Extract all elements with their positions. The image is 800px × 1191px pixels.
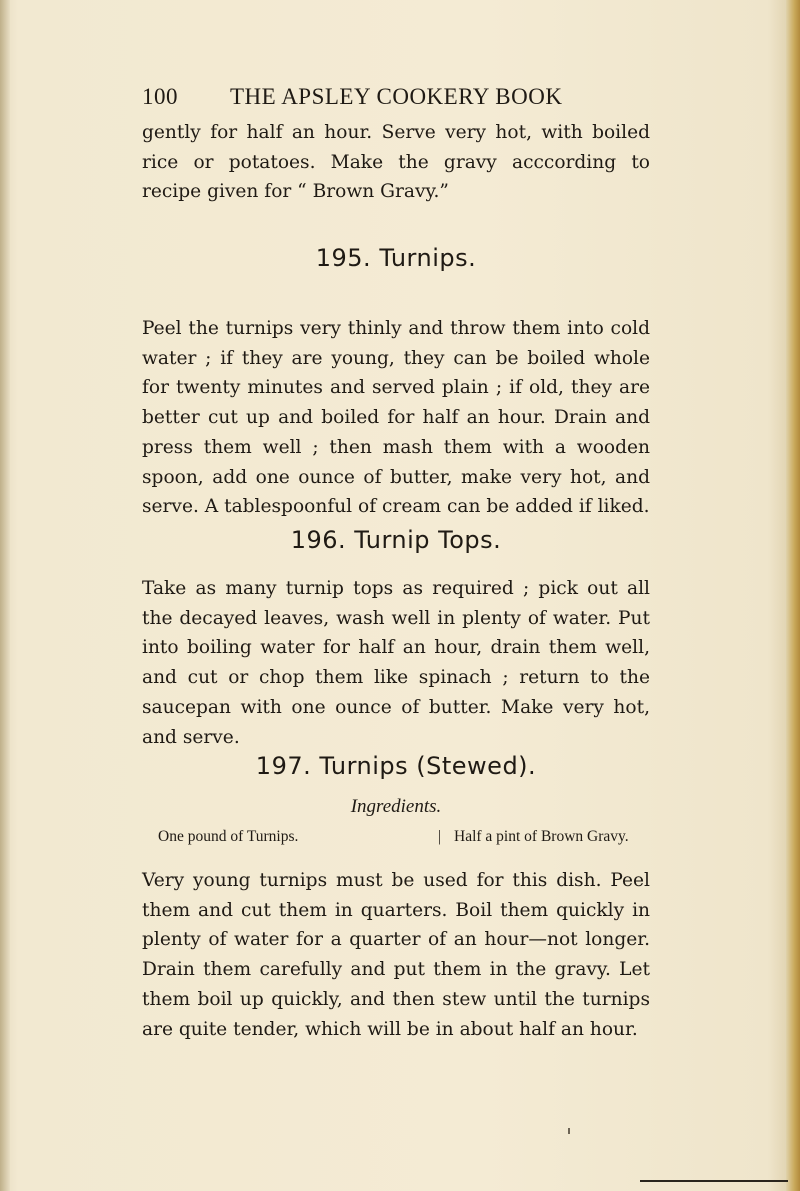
recipe-195-text: Peel the turnips very thinly and throw them into cold water ; if they are young, they can be boiled whole for twenty minutes and served plain ; if old, they are better cut up and boiled for half an hour. Drain and press them well ; then mash them with a wooden spoon, add one ounce of butter, make very hot, and serve. A tablespoonful of cream can be added if liked.: [142, 318, 650, 518]
page-right-edge: [786, 0, 800, 1191]
page-gutter-edge: [0, 0, 10, 1191]
recipe-197-text: Very young turnips must be used for this dish. Peel them and cut them in quarters. Boil them quickly in plenty of water for a quarter of an hour—not longer. Drain them carefully and put them in the gravy. Let them boil up quickly, and then stew until the turnips are quite tender, which will be in about half an hour.: [142, 870, 650, 1040]
ingredient-item: Half a pint of Brown Gravy.: [454, 828, 629, 845]
continuation-paragraph: gently for half an hour. Serve very hot, with boiled rice or potatoes. Make the gravy acccording to recipe given for “ Brown Gravy.”: [142, 122, 650, 203]
ingredients-heading: Ingredients.: [350, 796, 442, 817]
page-number: 100: [142, 84, 178, 109]
print-speck: [568, 1128, 570, 1134]
recipe-heading-195: 195. Turnips.: [315, 244, 477, 272]
page-bottom-rule: [640, 1180, 788, 1182]
running-title: THE APSLEY COOKERY BOOK: [230, 84, 563, 109]
recipe-196-text: Take as many turnip tops as required ; pick out all the decayed leaves, wash well in plenty of water. Put into boiling water for half an hour, drain them well, and cut or chop them like spinach ; return to the saucepan with one ounce of butter. Make very hot, and serve.: [142, 578, 650, 748]
ingredient-item: One pound of Turnips.: [158, 828, 299, 845]
ingredients-list: [142, 828, 650, 854]
recipe-heading-196: 196. Turnip Tops.: [290, 526, 502, 554]
ingredient-separator: |: [438, 828, 442, 845]
running-header: [142, 84, 662, 118]
recipe-heading-197: 197. Turnips (Stewed).: [255, 752, 537, 780]
